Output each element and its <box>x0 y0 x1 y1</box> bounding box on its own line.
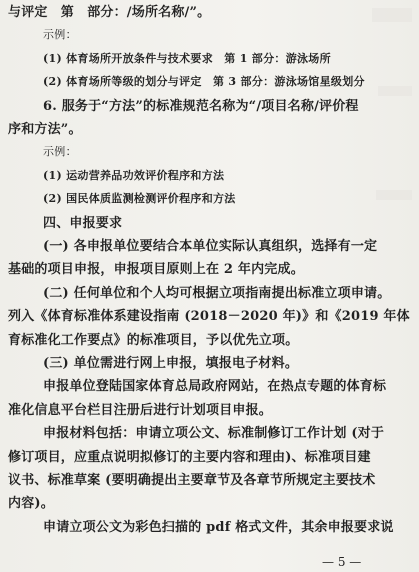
section-heading: 四、申报要求 <box>43 216 123 231</box>
text-line: 示例： <box>43 145 77 158</box>
bleed-through <box>378 86 412 96</box>
text-line: (三) 单位需进行网上申报，填报电子材料。 <box>43 356 299 371</box>
text-line: (2) 体育场所等级的划分与评定 第 3 部分：游泳场馆星级划分 <box>43 75 365 88</box>
text-line: 内容)。 <box>8 496 54 511</box>
text-line: 准化信息平台栏目注册后进行计划项目申报。 <box>8 403 273 418</box>
bleed-through <box>372 8 412 22</box>
text-line: 列入《体育标准体系建设指南 (2018－2020 年)》和《2019 年体 <box>8 309 410 324</box>
bleed-through <box>376 190 412 200</box>
text-line: (2) 国民体质监测检测评价程序和方法 <box>43 192 236 205</box>
text-line: 示例： <box>43 28 77 41</box>
text-line: 申请立项公文为彩色扫描的 pdf 格式文件，其余申报要求说 <box>43 520 394 535</box>
text-line: 修订项目，应重点说明拟修订的主要内容和理由)、标准项目建 <box>8 450 371 465</box>
text-line: (二) 任何单位和个人均可根据立项指南提出标准立项申请。 <box>43 286 391 301</box>
text-line: (1) 运动营养品功效评价程序和方法 <box>43 169 225 182</box>
text-line: 育标准化工作要点》的标准项目，予以优先立项。 <box>8 333 299 348</box>
text-line: (1) 体育场所开放条件与技术要求 第 1 部分：游泳场所 <box>43 52 331 65</box>
text-line: 6. 服务于“方法”的标准规范名称为“/项目名称/评价程 <box>43 99 359 114</box>
text-line: (一) 各申报单位要结合本单位实际认真组织，选择有一定 <box>43 239 378 254</box>
text-line: 申报单位登陆国家体育总局政府网站，在热点专题的体育标 <box>43 379 387 394</box>
text-line: 申报材料包括：申请立项公文、标准制修订工作计划 (对于 <box>43 426 385 441</box>
text-line: 与评定 第 部分：/场所名称/”。 <box>8 5 211 20</box>
text-line: 序和方法”。 <box>8 122 82 137</box>
page-number: — 5 — <box>322 555 362 569</box>
text-line: 基础的项目申报，申报项目原则上在 2 年内完成。 <box>8 262 304 277</box>
text-line: 议书、标准草案 (要明确提出主要章节及各章节所规定主要技术 <box>8 473 376 488</box>
